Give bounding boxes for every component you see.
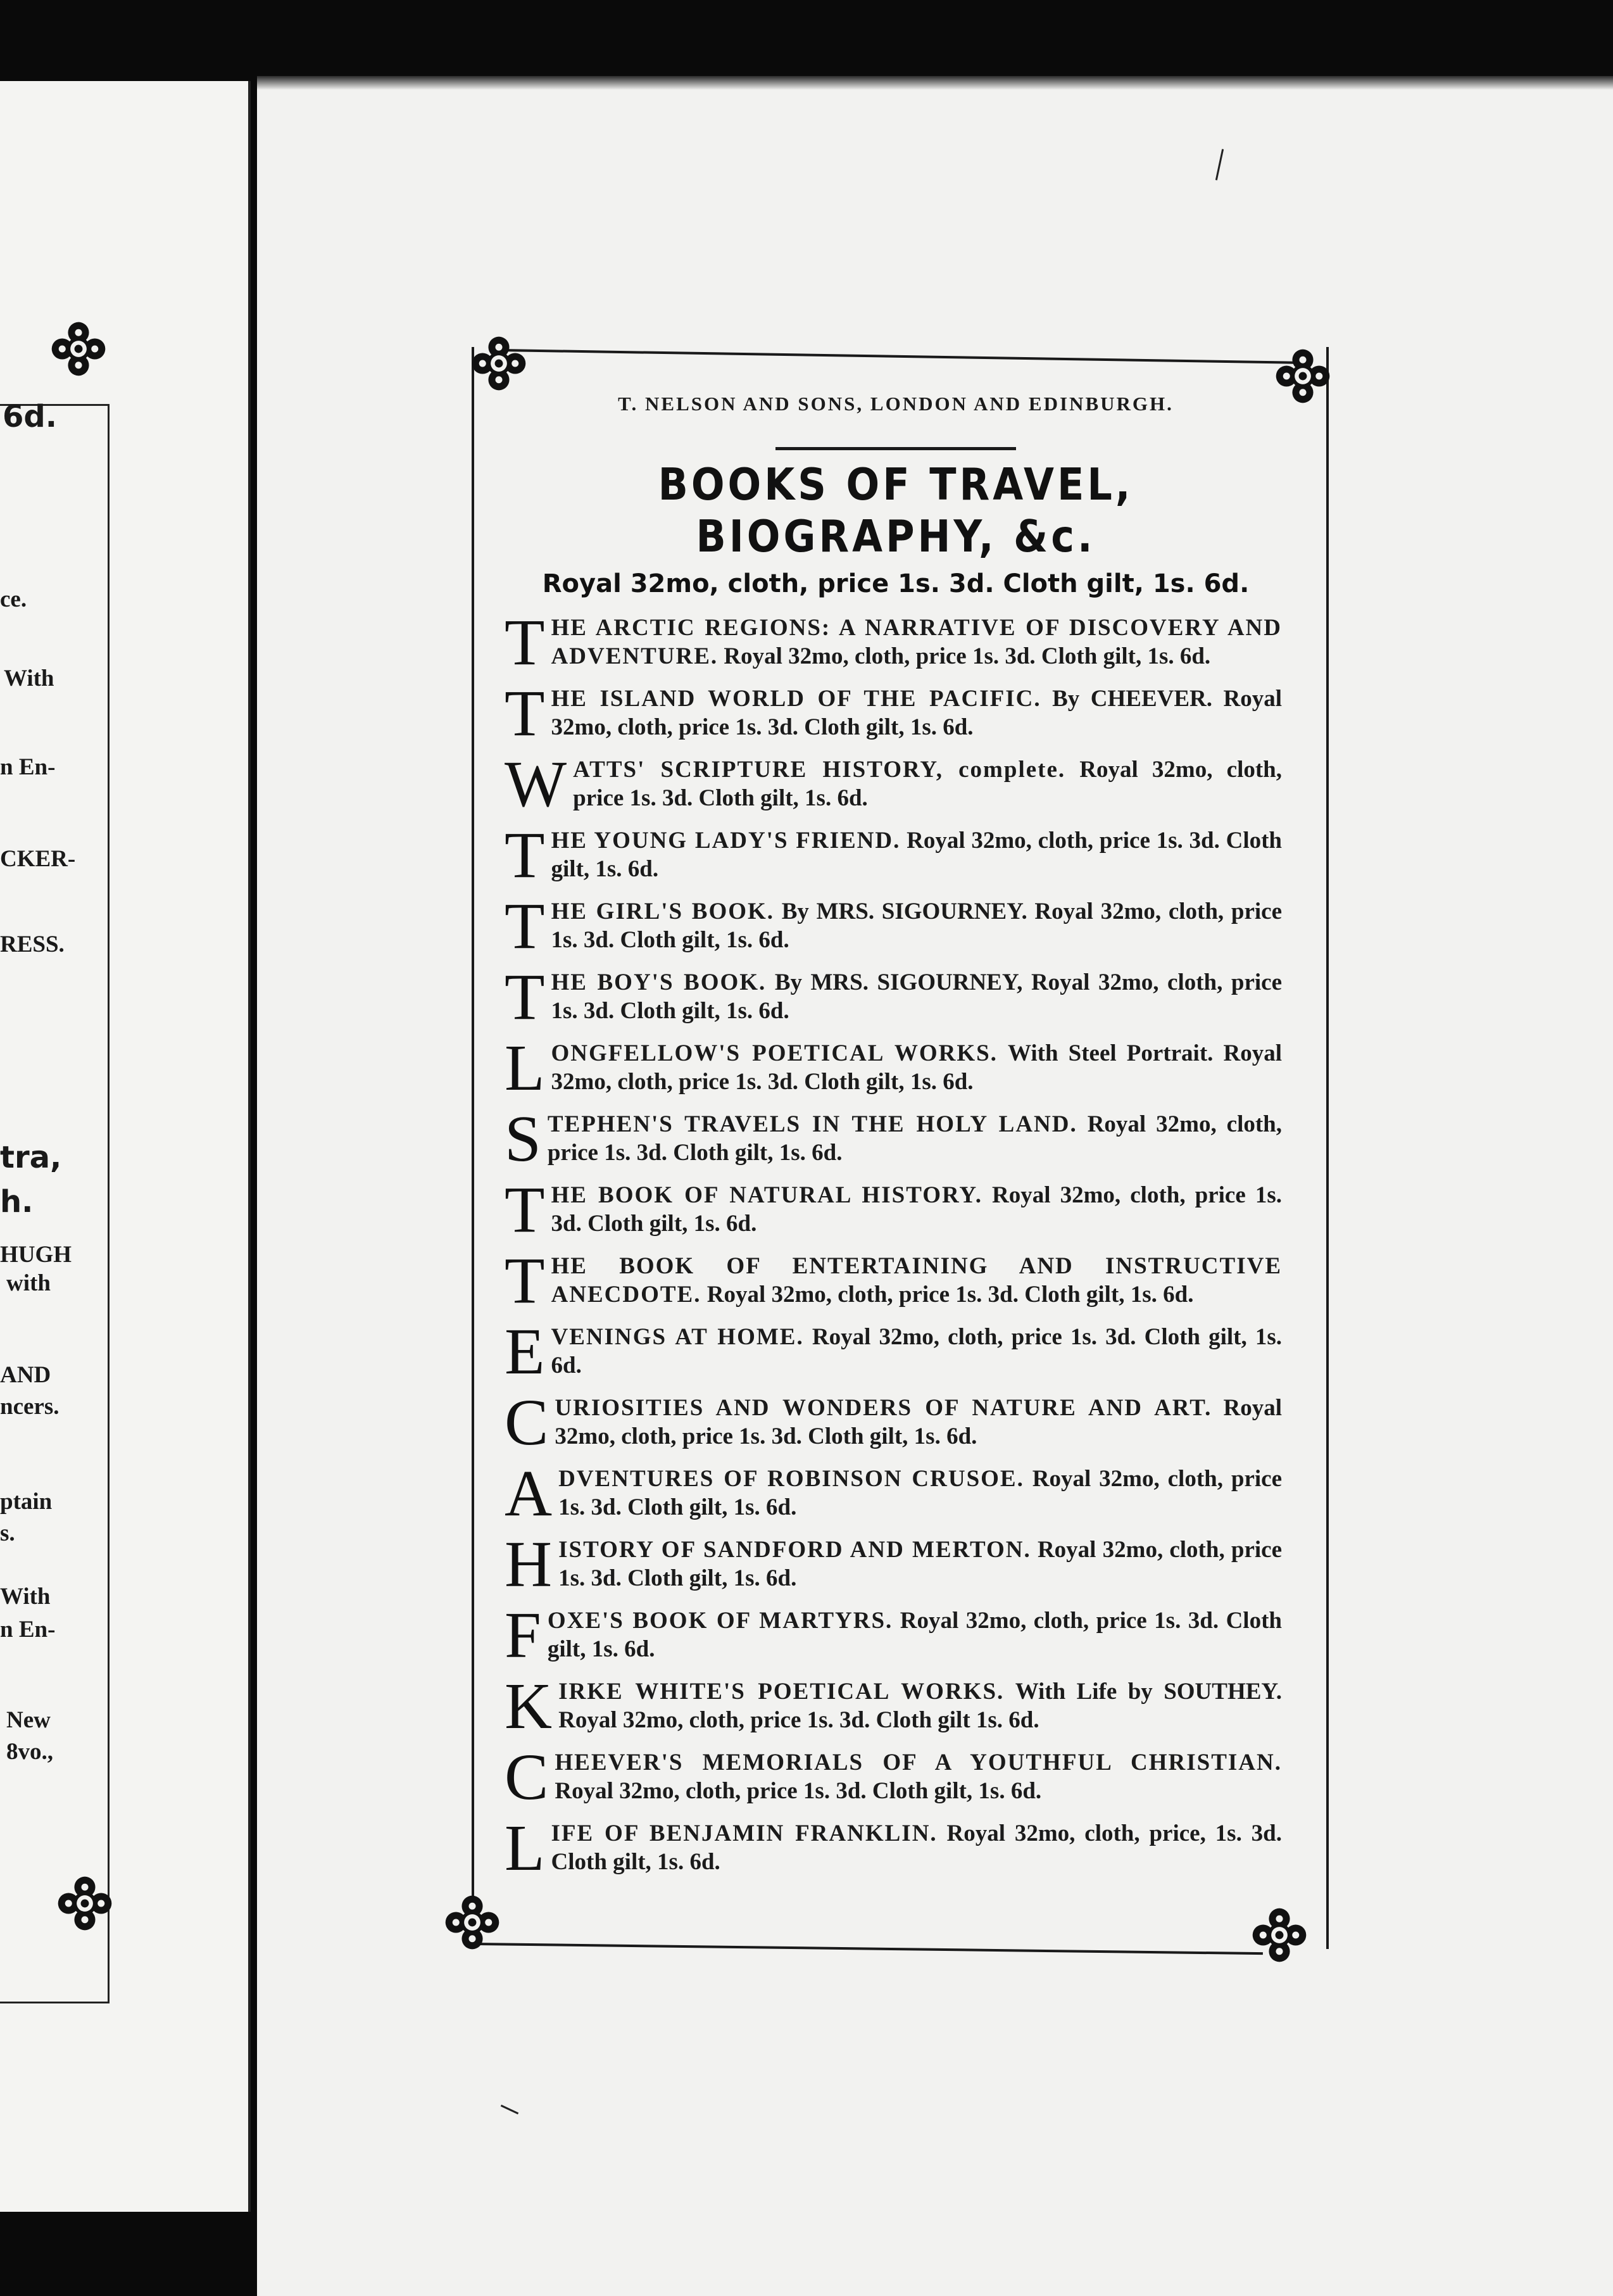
book-entry bbox=[505, 1670, 1282, 1743]
left-text-fragment: ce. bbox=[0, 586, 27, 612]
format-price-line: Royal 32mo, cloth, price 1s. 3d. Cloth gilt, 1s. 6d. bbox=[542, 569, 1250, 598]
drop-cap-initial: K bbox=[505, 1670, 553, 1743]
drop-cap-initial: T bbox=[505, 819, 545, 892]
advertisement-content bbox=[505, 393, 1283, 1890]
book-title: HE BOOK OF ENTERTAINING AND INSTRUCTIVE ANECDOTE. bbox=[551, 1253, 1282, 1308]
drop-cap-initial: T bbox=[505, 677, 545, 750]
book-price-details: Royal 32mo, cloth, price 1s. 3d. Cloth gilt, 1s. 6d. bbox=[558, 1537, 1282, 1591]
book-price-details: Royal 32mo, cloth, price 1s. 3d. Cloth gilt, 1s. 6d. bbox=[558, 1466, 1283, 1520]
book-title: IFE OF BENJAMIN FRANKLIN. bbox=[551, 1820, 938, 1846]
book-price-details: Royal 32mo, cloth, price 1s. 3d. Cloth gilt, 1s. 6d. bbox=[547, 1111, 1283, 1166]
book-entry bbox=[505, 1457, 1283, 1530]
drop-cap-initial: T bbox=[505, 961, 545, 1033]
left-text-fragment: AND bbox=[0, 1362, 51, 1388]
left-text-fragment: ncers. bbox=[0, 1394, 60, 1420]
book-title: TEPHEN'S TRAVELS IN THE HOLY LAND. bbox=[547, 1111, 1077, 1137]
book-entry bbox=[505, 1102, 1283, 1175]
book-entry bbox=[505, 890, 1282, 962]
quatrefoil-ornament-icon bbox=[56, 1874, 114, 1933]
book-price-details: Royal 32mo, cloth, price 1s. 3d. Cloth gilt, 1s. 6d. bbox=[724, 643, 1211, 669]
drop-cap-initial: T bbox=[505, 1173, 545, 1246]
book-title: VENINGS AT HOME. bbox=[551, 1324, 804, 1350]
drop-cap-initial: T bbox=[505, 1244, 545, 1317]
book-entry bbox=[505, 1031, 1282, 1104]
book-entry bbox=[505, 1315, 1283, 1388]
left-text-fragment: n En- bbox=[0, 1617, 56, 1643]
book-price-details: Royal 32mo, cloth, price 1s. 3d. Cloth gilt, 1s. 6d. bbox=[547, 1608, 1282, 1662]
drop-cap-initial: W bbox=[505, 748, 567, 821]
book-price-details: With Steel Portrait. Royal 32mo, cloth, price 1s. 3d. Cloth gilt, 1s. 6d. bbox=[551, 1040, 1282, 1095]
left-text-fragment: n En- bbox=[0, 754, 56, 780]
book-title: DVENTURES OF ROBINSON CRUSOE. bbox=[558, 1466, 1024, 1492]
book-price-details: With Life by SOUTHEY. Royal 32mo, cloth, price 1s. 3d. Cloth gilt 1s. 6d. bbox=[558, 1679, 1282, 1733]
drop-cap-initial: C bbox=[505, 1386, 549, 1459]
book-title: ATTS' SCRIPTURE HISTORY, complete. bbox=[573, 757, 1066, 783]
book-entry bbox=[505, 1812, 1282, 1884]
book-title: HE BOOK OF NATURAL HISTORY. bbox=[551, 1182, 982, 1208]
book-entry bbox=[505, 1741, 1282, 1813]
book-price-details: By MRS. SIGOURNEY, Royal 32mo, cloth, price 1s. 3d. Cloth gilt, 1s. 6d. bbox=[551, 969, 1283, 1024]
left-text-fragment: tra, bbox=[0, 1140, 62, 1175]
book-entry bbox=[505, 1386, 1282, 1459]
book-title: HEEVER'S MEMORIALS OF A YOUTHFUL CHRISTIAN. bbox=[555, 1750, 1282, 1776]
left-text-fragment: With bbox=[4, 665, 54, 691]
book-entry bbox=[505, 961, 1283, 1033]
drop-cap-initial: E bbox=[505, 1315, 545, 1388]
left-text-fragment: with bbox=[6, 1270, 51, 1296]
book-title: HE ARCTIC REGIONS: A NARRATIVE OF DISCOVERY AND ADVENTURE. bbox=[551, 615, 1282, 669]
quatrefoil-ornament-icon bbox=[49, 320, 108, 378]
left-text-fragment: ptain bbox=[0, 1489, 53, 1515]
drop-cap-initial: H bbox=[505, 1528, 553, 1601]
book-price-details: Royal 32mo, cloth, price 1s. 3d. Cloth gilt, 1s. 6d. bbox=[555, 1395, 1282, 1449]
left-text-fragment: 8vo., bbox=[6, 1739, 53, 1765]
drop-cap-initial: S bbox=[505, 1102, 541, 1175]
book-entry bbox=[505, 819, 1282, 892]
book-title: URIOSITIES AND WONDERS OF NATURE AND ART. bbox=[555, 1395, 1212, 1421]
book-list bbox=[505, 606, 1283, 1884]
drop-cap-initial: T bbox=[505, 606, 545, 679]
book-entry bbox=[505, 748, 1282, 821]
left-text-fragment: s. bbox=[0, 1520, 15, 1546]
quatrefoil-ornament-icon bbox=[1250, 1906, 1309, 1964]
drop-cap-initial: F bbox=[505, 1599, 541, 1672]
book-title: HE ISLAND WORLD OF THE PACIFIC. bbox=[551, 686, 1041, 712]
drop-cap-initial: C bbox=[505, 1741, 549, 1813]
left-text-fragment: With bbox=[0, 1584, 51, 1610]
book-title: HE BOY'S BOOK. bbox=[551, 969, 767, 995]
drop-cap-initial: L bbox=[505, 1812, 545, 1884]
book-entry bbox=[505, 1599, 1282, 1672]
book-price-details: Royal 32mo, cloth, price 1s. 3d. Cloth gilt, 1s. 6d. bbox=[551, 1182, 1282, 1237]
book-price-details: Royal 32mo, cloth, price 1s. 3d. Cloth gilt, 1s. 6d. bbox=[551, 1324, 1283, 1378]
left-text-fragment: RESS. bbox=[0, 931, 65, 957]
left-text-fragment: CKER- bbox=[0, 846, 76, 872]
left-text-fragment: h. bbox=[0, 1184, 34, 1220]
book-price-details: Royal 32mo, cloth, price 1s. 3d. Cloth gilt, 1s. 6d. bbox=[706, 1282, 1194, 1308]
book-title: ONGFELLOW'S POETICAL WORKS. bbox=[551, 1040, 998, 1066]
book-title: HE YOUNG LADY'S FRIEND. bbox=[551, 828, 901, 854]
book-title: IRKE WHITE'S POETICAL WORKS. bbox=[558, 1679, 1005, 1705]
page-edge-shadow bbox=[257, 76, 1613, 90]
left-facing-page bbox=[0, 81, 251, 2212]
book-price-details: By CHEEVER. Royal 32mo, cloth, price 1s. 3d. Cloth gilt, 1s. 6d. bbox=[551, 686, 1283, 740]
book-price-details: By MRS. SIGOURNEY. Royal 32mo, cloth, price 1s. 3d. Cloth gilt, 1s. 6d. bbox=[551, 899, 1282, 953]
left-text-fragment: HUGH bbox=[0, 1242, 72, 1268]
book-price-details: Royal 32mo, cloth, price 1s. 3d. Cloth gilt, 1s. 6d. bbox=[551, 828, 1282, 882]
book-price-details: Royal 32mo, cloth, price, 1s. 3d. Cloth gilt, 1s. 6d. bbox=[551, 1820, 1282, 1875]
quatrefoil-ornament-icon bbox=[470, 334, 528, 393]
drop-cap-initial: T bbox=[505, 890, 545, 962]
book-price-details: Royal 32mo, cloth, price 1s. 3d. Cloth gilt, 1s. 6d. bbox=[555, 1778, 1042, 1804]
book-entry bbox=[505, 1173, 1282, 1246]
book-entry bbox=[505, 606, 1282, 679]
book-entry bbox=[505, 677, 1283, 750]
section-title: BOOKS OF TRAVEL, BIOGRAPHY, &c. bbox=[658, 458, 1134, 562]
book-price-details: Royal 32mo, cloth, price 1s. 3d. Cloth gilt, 1s. 6d. bbox=[573, 757, 1282, 811]
left-text-fragment: New bbox=[6, 1707, 51, 1733]
book-title: HE GIRL'S BOOK. bbox=[551, 899, 775, 924]
book-entry bbox=[505, 1528, 1282, 1601]
book-title: OXE'S BOOK OF MARTYRS. bbox=[547, 1608, 893, 1634]
publisher-line: T. NELSON AND SONS, LONDON AND EDINBURGH. bbox=[618, 393, 1174, 415]
drop-cap-initial: A bbox=[505, 1457, 553, 1530]
title-rule bbox=[775, 447, 1016, 450]
left-text-fragment: 6d. bbox=[3, 399, 57, 434]
book-entry bbox=[505, 1244, 1282, 1317]
drop-cap-initial: L bbox=[505, 1031, 545, 1104]
book-title: ISTORY OF SANDFORD AND MERTON. bbox=[558, 1537, 1031, 1563]
quatrefoil-ornament-icon bbox=[443, 1893, 501, 1952]
quatrefoil-ornament-icon bbox=[1274, 347, 1332, 405]
